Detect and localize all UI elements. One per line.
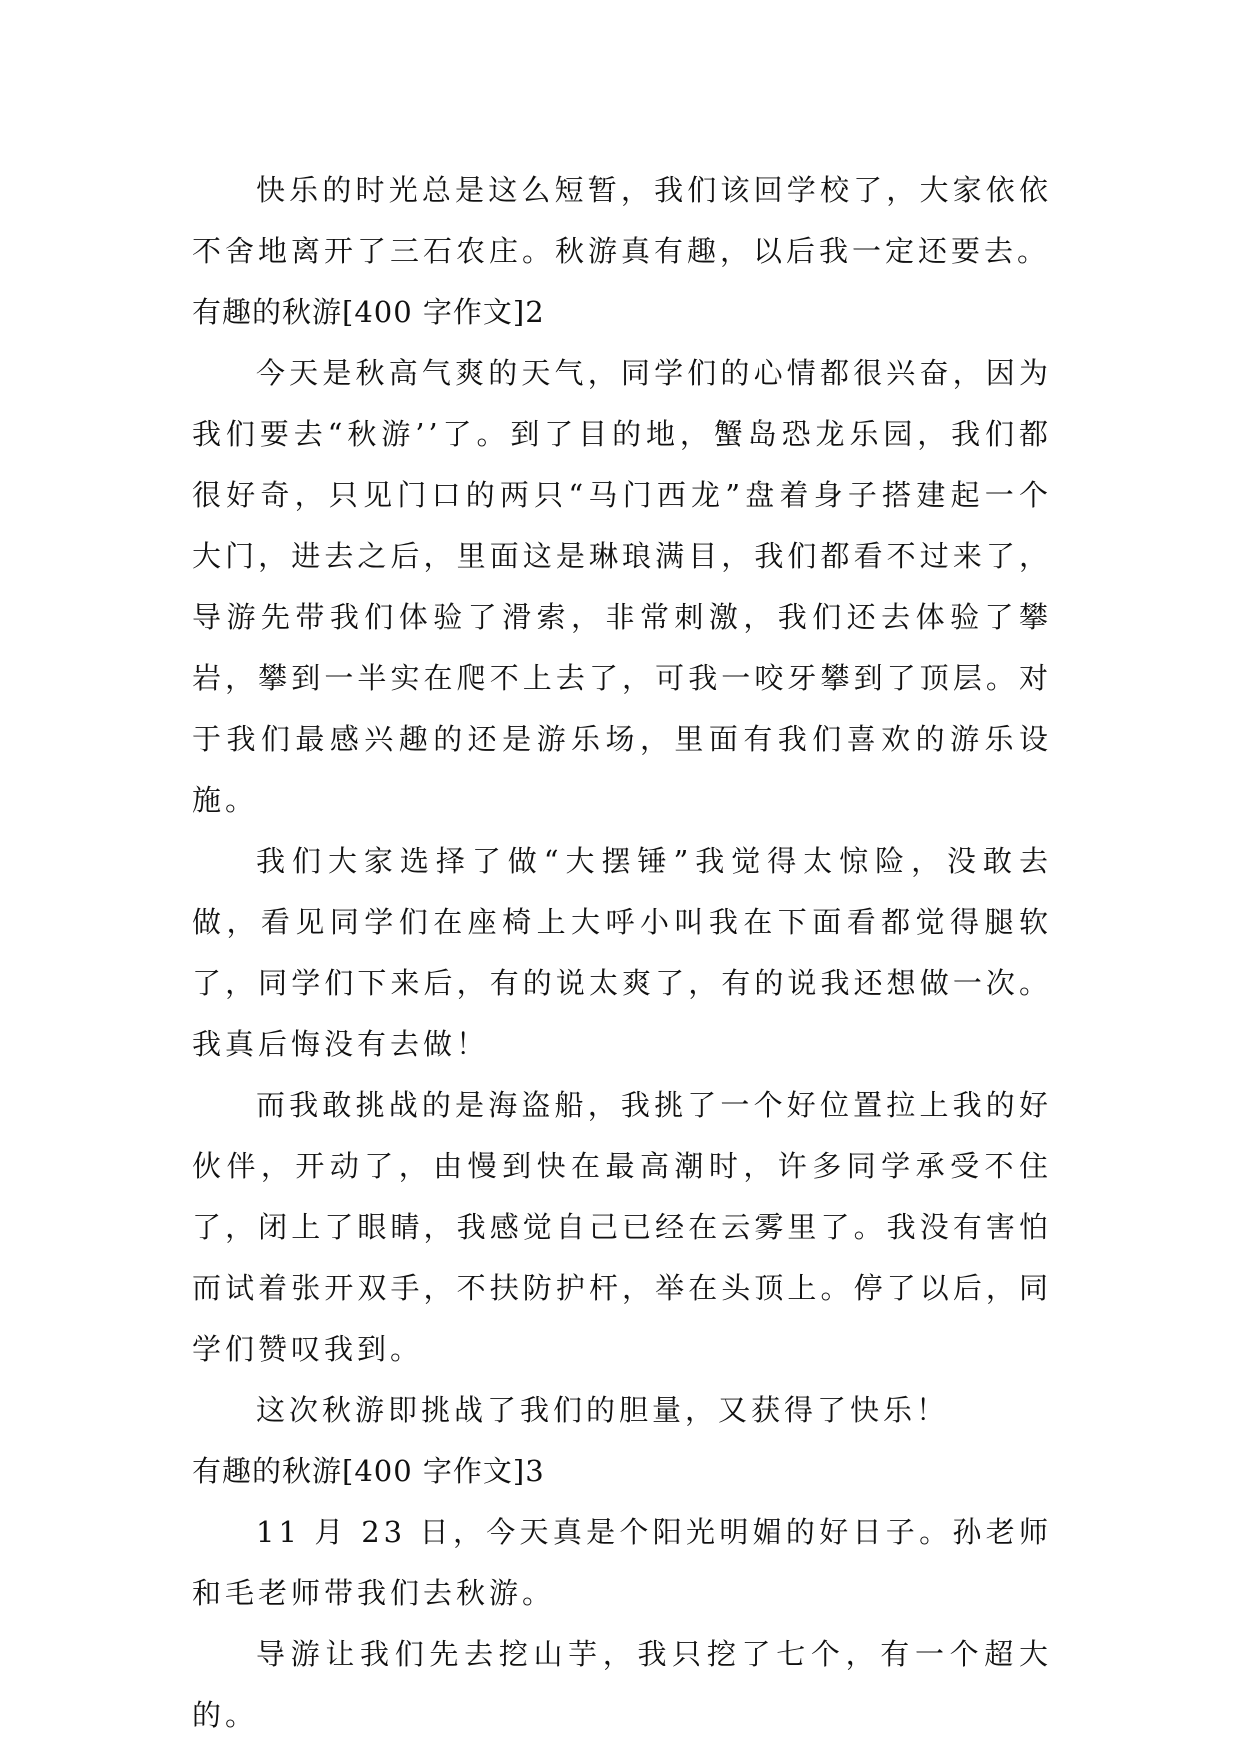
paragraph: 11 月 23 日，今天真是个阳光明媚的好日子。孙老师和毛老师带我们去秋游。 <box>192 1515 1052 1610</box>
paragraph: 今天是秋高气爽的天气，同学们的心情都很兴奋，因为我们要去“秋游’’了。到了目的地，蟹岛恐龙乐园，我们都很好奇，只见门口的两只“马门西龙”盘着身子搭建起一个大门，进去之后，里面这是琳琅满目，我们都看不过来了，导游先带我们体验了滑索，非常刺激，我们还去体验了攀岩，攀到一半实在爬不上去了，可我一咬牙攀到了顶层。对于我们最感兴趣的还是游乐场，里面有我们喜欢的游乐设施。 <box>192 356 1052 817</box>
section-heading: 有趣的秋游[400 字作文]3 <box>192 1454 545 1488</box>
paragraph: 这次秋游即挑战了我们的胆量，又获得了快乐！ <box>256 1393 950 1427</box>
paragraph: 我们大家选择了做“大摆锤”我觉得太惊险，没敢去做，看见同学们在座椅上大呼小叫我在下面看都觉得腿软了，同学们下来后，有的说太爽了，有的说我还想做一次。我真后悔没有去做！ <box>192 844 1052 1061</box>
document-page <box>192 160 1052 1746</box>
paragraph: 快乐的时光总是这么短暂，我们该回学校了，大家依依不舍地离开了三石农庄。秋游真有趣，以后我一定还要去。 <box>192 173 1052 268</box>
paragraph: 导游让我们先去挖山芋，我只挖了七个，有一个超大的。 <box>192 1637 1052 1732</box>
section-heading: 有趣的秋游[400 字作文]2 <box>192 295 545 329</box>
paragraph: 而我敢挑战的是海盗船，我挑了一个好位置拉上我的好伙伴，开动了，由慢到快在最高潮时，许多同学承受不住了，闭上了眼睛，我感觉自己已经在云雾里了。我没有害怕而试着张开双手，不扶防护杆，举在头顶上。停了以后，同学们赞叹我到。 <box>192 1088 1052 1366</box>
